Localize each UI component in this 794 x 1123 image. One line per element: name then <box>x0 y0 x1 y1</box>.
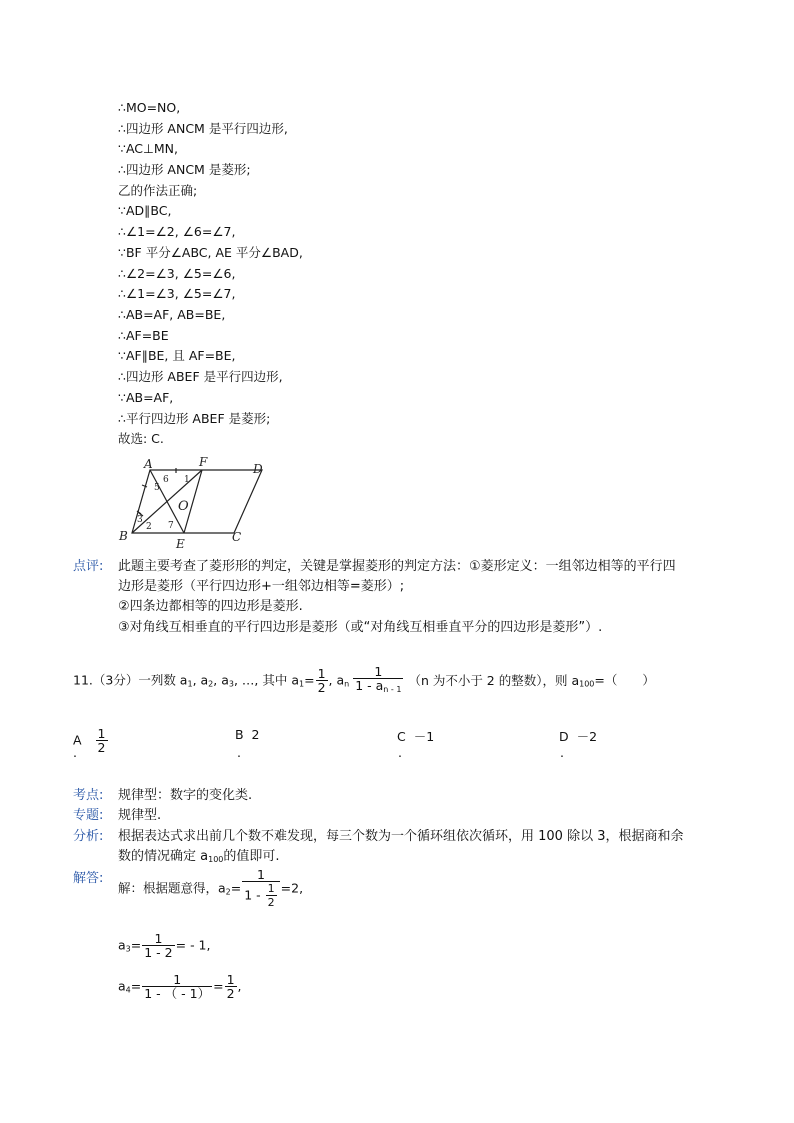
solution-fraction: $\frac{1}{2}$ <box>226 972 235 1001</box>
fraction-half: $\frac{1}{2}$ <box>317 666 326 695</box>
proof-line: ∵AB=AF, <box>118 390 174 405</box>
option-dot: . <box>398 745 402 760</box>
angle-label-3: 3 <box>137 515 143 525</box>
comment-line: 边形是菱形（平行四边形+一组邻边相等=菱形）; <box>118 579 405 594</box>
question-11: 11.（3分）一列数 $a_1$, $a_2$, $a_3$, …, 其中 $a_1=$ $\frac{1}{2}$ , $a_n$ $\frac{1}{1 - a_{n - 1}}$ （n 为不小于 2 的整数），则 $a_{100}=$（ ） <box>73 664 655 695</box>
angle-label-1: 1 <box>184 475 190 485</box>
kaodian-text: 规律型：数字的变化类. <box>118 788 253 803</box>
point-label-a: A <box>144 457 153 471</box>
fenxi-line: 数的情况确定 $a_{100}$的值即可. <box>118 849 280 864</box>
proof-line: ∴AB=AF, AB=BE, <box>118 307 226 322</box>
proof-line: ∴四边形 ANCM 是平行四边形, <box>118 121 288 136</box>
solution-fraction: $\frac{1}{1 - ( - 1)}$ <box>144 972 211 1001</box>
solution-step-a2: 解：根据题意得，$a_2=$ 1 1 - $\frac{1}{2}$ =2, <box>118 867 304 909</box>
proof-line: ∵AF∥BE, 且 AF=BE, <box>118 348 236 363</box>
point-label-c: C <box>232 530 242 544</box>
comment-line: ③对角线互相垂直的平行四边形是菱形（或“对角线互相垂直平分的四边形是菱形”）. <box>118 620 603 635</box>
fenxi-line: 根据表达式求出前几个数不难发现，每三个数为一个循环组依次循环，用 100 除以 3，根据商和余 <box>118 829 684 844</box>
proof-line: ∵AC⊥MN, <box>118 141 179 156</box>
fraction-recurrence: $\frac{1}{1 - a_{n - 1}}$ <box>353 665 403 697</box>
option-c: C －1 <box>397 729 435 744</box>
angle-label-2: 2 <box>146 522 152 532</box>
proof-line: ∴平行四边形 ABEF 是菱形; <box>118 411 271 426</box>
point-label-e: E <box>176 537 185 550</box>
proof-line: ∴四边形 ANCM 是菱形; <box>118 162 251 177</box>
proof-line: 故选: C. <box>118 431 164 446</box>
option-dot: . <box>237 745 241 760</box>
angle-label-7: 7 <box>168 521 174 531</box>
kaodian-label: 考点: <box>73 788 104 803</box>
solution-fraction: 1 1 - $\frac{1}{2}$ <box>242 868 279 910</box>
angle-label-6: 6 <box>163 475 169 485</box>
point-label-b: B <box>119 529 128 543</box>
comment-line: 此题主要考查了菱形形的判定，关键是掌握菱形的判定方法：①菱形定义：一组邻边相等的平行四 <box>118 559 676 574</box>
comment-label: 点评: <box>73 559 104 574</box>
point-label-d: D <box>253 462 263 476</box>
proof-line: 乙的作法正确; <box>118 183 198 198</box>
option-d: D －2 <box>559 729 598 744</box>
option-dot: . <box>560 745 564 760</box>
solution-step-a4: $a_4=$ $\frac{1}{1 - ( - 1)}$ = $\frac{1}{2}$ , <box>118 972 242 1001</box>
proof-line: ∴四边形 ABEF 是平行四边形, <box>118 369 283 384</box>
zhuanti-label: 专题: <box>73 808 104 823</box>
proof-line: ∴MO=NO, <box>118 100 181 115</box>
proof-line: ∴AF=BE <box>118 328 169 343</box>
option-a-fraction: $\frac{1}{2}$ <box>97 726 106 755</box>
zhuanti-text: 规律型. <box>118 808 162 823</box>
jieda-label: 解答: <box>73 871 104 886</box>
proof-line: ∵BF 平分∠ABC, AE 平分∠BAD, <box>118 245 303 260</box>
fenxi-label: 分析: <box>73 829 104 844</box>
angle-label-5: 5 <box>154 483 160 493</box>
proof-line: ∴∠2=∠3, ∠5=∠6, <box>118 266 236 281</box>
proof-line: ∴∠1=∠3, ∠5=∠7, <box>118 286 236 301</box>
point-label-o: O <box>178 499 189 514</box>
comment-line: ②四条边都相等的四边形是菱形. <box>118 599 303 614</box>
option-a: A $\frac{1}{2}$ <box>73 726 106 755</box>
question-text: 11.（3分）一列数 a <box>73 672 188 688</box>
rhombus-figure <box>112 455 272 550</box>
proof-line: ∴∠1=∠2, ∠6=∠7, <box>118 224 236 239</box>
solution-fraction: $\frac{1}{1 - 2}$ <box>144 931 173 960</box>
proof-line: ∵AD∥BC, <box>118 203 172 218</box>
point-label-f: F <box>199 455 208 469</box>
solution-step-a3: $a_3=$ $\frac{1}{1 - 2}$ = - 1, <box>118 931 211 960</box>
option-b: B 2 <box>235 727 260 742</box>
option-dot: . <box>73 745 77 760</box>
